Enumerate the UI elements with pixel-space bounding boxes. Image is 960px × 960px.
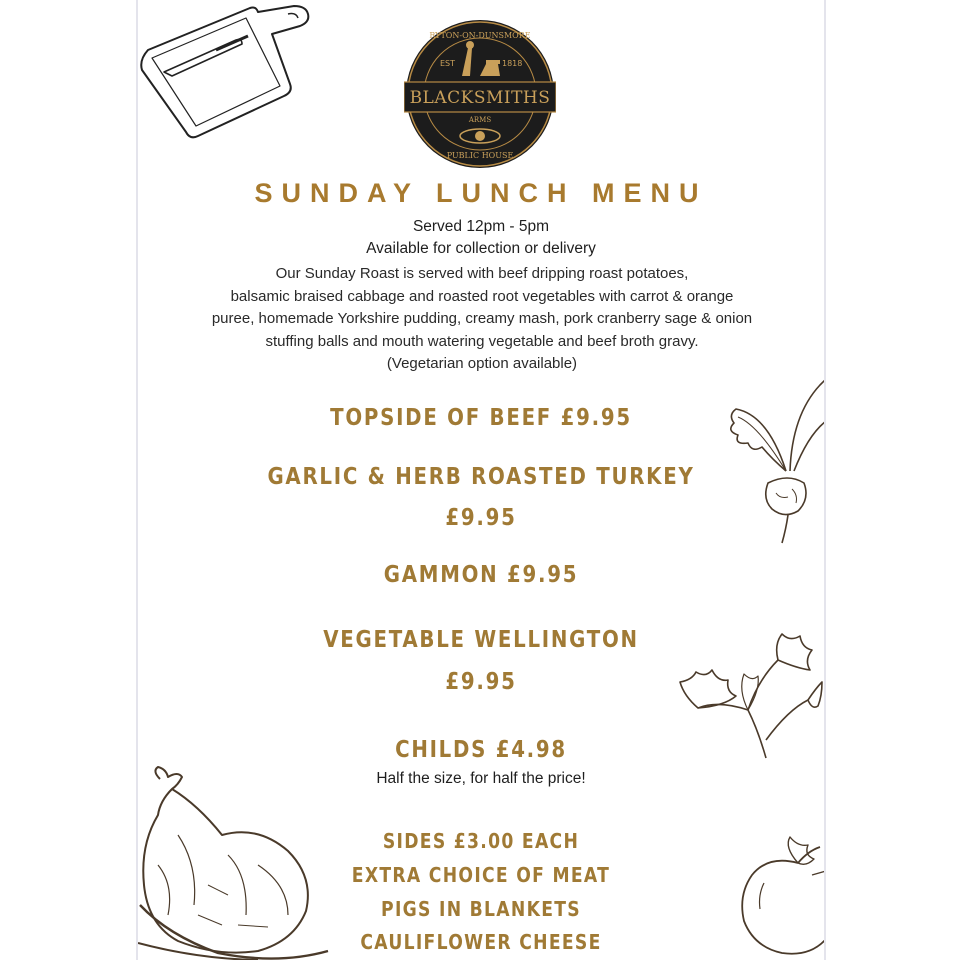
menu-title: SUNDAY LUNCH MENU bbox=[254, 178, 708, 208]
menu-item-childs: CHILDS £4.98 bbox=[395, 737, 567, 763]
description-line: balsamic braised cabbage and roasted root vegetables with carrot & orange bbox=[230, 287, 734, 305]
parsley-illustration bbox=[678, 630, 823, 765]
roast-description bbox=[146, 263, 818, 376]
childs-note: Half the size, for half the price! bbox=[376, 770, 586, 787]
svg-text:BLACKSMITHS: BLACKSMITHS bbox=[409, 88, 551, 108]
menu-page bbox=[136, 0, 826, 960]
menu-item-wellington-price: £9.95 bbox=[445, 669, 517, 695]
side-extra-meat: EXTRA CHOICE OF MEAT bbox=[351, 863, 611, 887]
menu-item-gammon: GAMMON £9.95 bbox=[383, 562, 579, 588]
tomato-illustration bbox=[738, 835, 826, 960]
side-cauliflower-cheese: CAULIFLOWER CHEESE bbox=[360, 930, 602, 954]
right-margin bbox=[826, 0, 960, 960]
roast-chicken-illustration bbox=[138, 765, 333, 960]
menu-item-turkey-price: £9.95 bbox=[445, 505, 517, 531]
svg-text:PUBLIC HOUSE: PUBLIC HOUSE bbox=[446, 151, 514, 160]
description-line: Our Sunday Roast is served with beef dripping roast potatoes, bbox=[275, 265, 689, 282]
availability-text: Available for collection or delivery bbox=[366, 240, 596, 257]
svg-text:RYTON-ON-DUNSMORE: RYTON-ON-DUNSMORE bbox=[429, 31, 531, 40]
blacksmiths-arms-logo bbox=[404, 18, 556, 170]
description-line: puree, homemade Yorkshire pudding, creamy mash, pork cranberry sage & onion bbox=[211, 310, 753, 327]
cutting-board-illustration bbox=[138, 0, 318, 150]
description-line: stuffing balls and mouth watering vegetable and beef broth gravy. bbox=[265, 332, 699, 350]
beetroot-illustration bbox=[728, 375, 826, 545]
svg-text:EST: EST bbox=[440, 59, 456, 68]
sides-heading: SIDES £3.00 EACH bbox=[382, 829, 580, 853]
svg-text:1818: 1818 bbox=[502, 59, 523, 68]
svg-text:ARMS: ARMS bbox=[468, 116, 492, 124]
menu-item-vegetable-wellington: VEGETABLE WELLINGTON bbox=[323, 627, 639, 653]
menu-item-turkey: GARLIC & HERB ROASTED TURKEY bbox=[267, 464, 695, 490]
served-hours: Served 12pm - 5pm bbox=[412, 218, 550, 235]
menu-item-topside-beef: TOPSIDE OF BEEF £9.95 bbox=[330, 405, 632, 431]
side-pigs-in-blankets: PIGS IN BLANKETS bbox=[381, 897, 581, 921]
description-line: (Vegetarian option available) bbox=[386, 355, 578, 372]
left-margin bbox=[0, 0, 136, 960]
